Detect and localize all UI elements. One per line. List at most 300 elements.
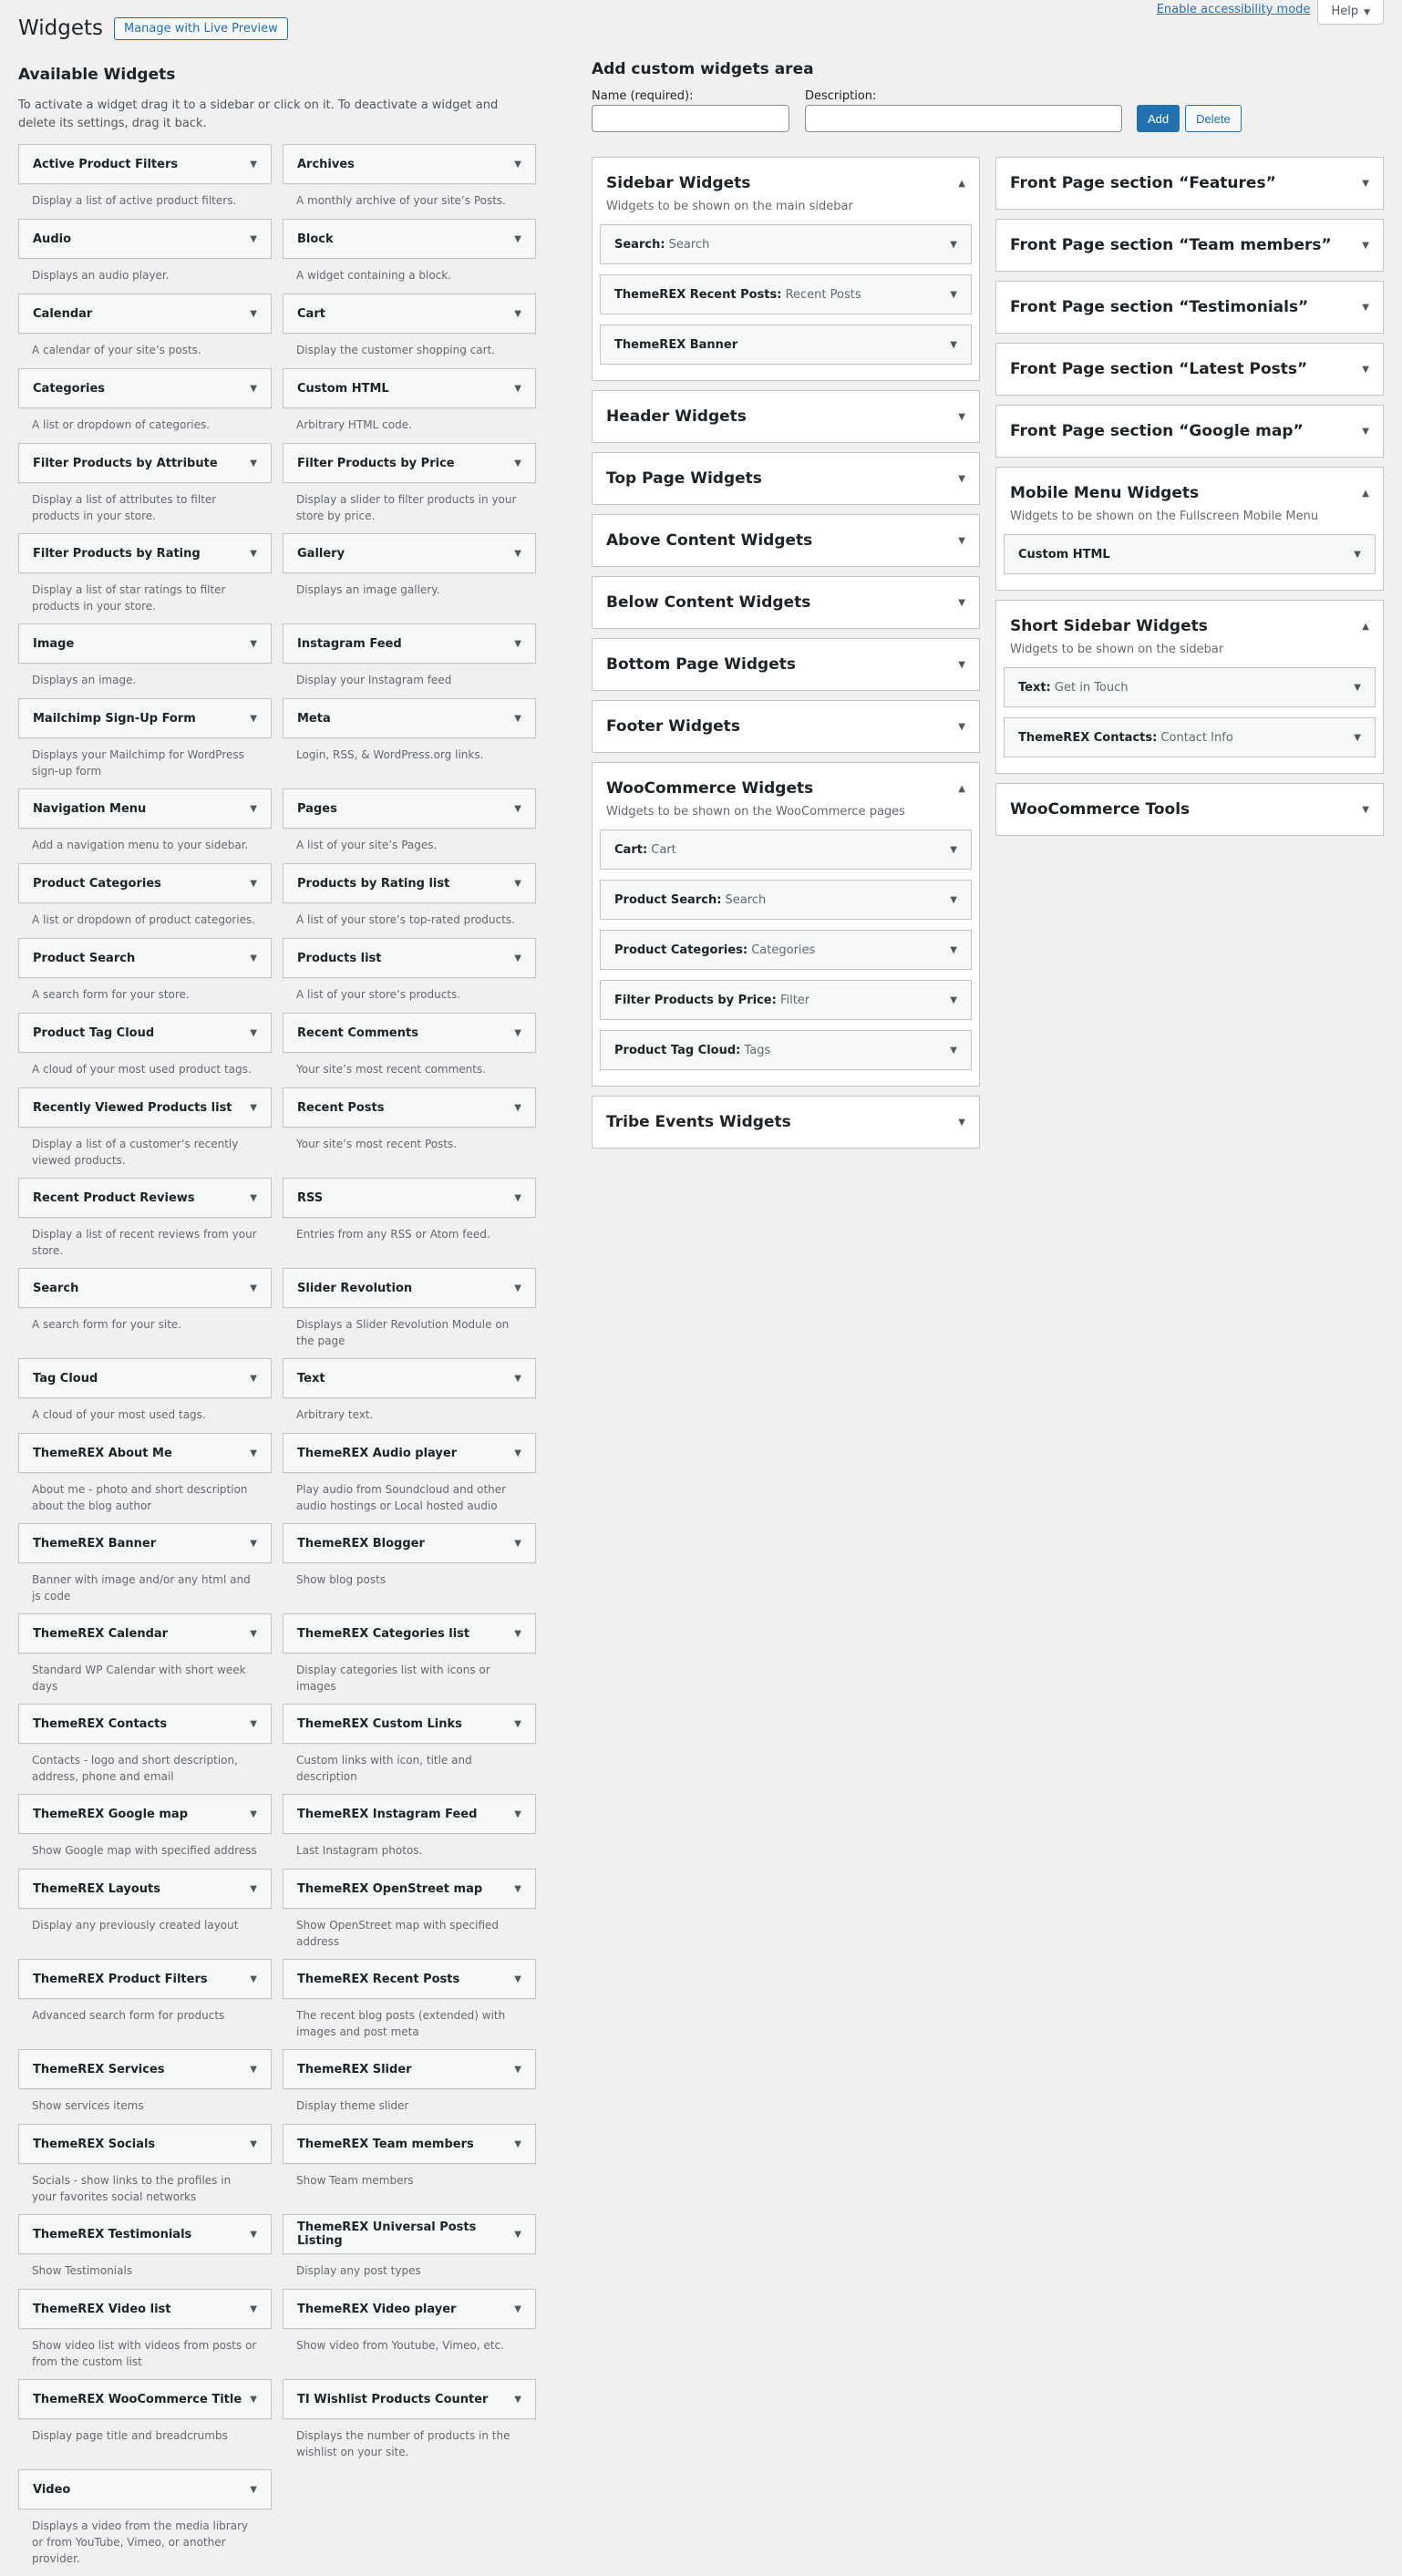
widget-description: Display a list of attributes to filter products in your store. bbox=[32, 493, 217, 522]
widget-themerex-blogger bbox=[283, 1523, 536, 1613]
widget-title-bar[interactable] bbox=[18, 144, 272, 184]
widget-title-bar[interactable] bbox=[18, 1178, 272, 1218]
arrow-down-icon[interactable]: ▼ bbox=[958, 535, 965, 546]
sidebar-front-page-section-features bbox=[995, 157, 1384, 210]
widget-title-bar[interactable] bbox=[18, 2379, 272, 2419]
widget-title-bar[interactable] bbox=[283, 1268, 536, 1308]
widget-title-bar[interactable] bbox=[18, 1704, 272, 1744]
widget-title-bar[interactable] bbox=[18, 1523, 272, 1563]
widget-title-bar[interactable] bbox=[283, 1704, 536, 1744]
widget-title: Mailchimp Sign-Up Form bbox=[33, 711, 196, 726]
arrow-down-icon[interactable]: ▼ bbox=[1354, 682, 1361, 693]
arrow-down-icon[interactable]: ▼ bbox=[950, 239, 957, 250]
arrow-down-icon[interactable]: ▼ bbox=[250, 713, 257, 724]
arrow-down-icon[interactable]: ▼ bbox=[1362, 804, 1369, 815]
widget-title: Image bbox=[33, 636, 75, 651]
widget-title-bar[interactable] bbox=[283, 219, 536, 259]
arrow-down-icon[interactable]: ▼ bbox=[250, 2138, 257, 2149]
widget-title-bar[interactable] bbox=[283, 2214, 536, 2254]
widget-description: The recent blog posts (extended) with images and post meta bbox=[296, 2009, 506, 2038]
sidebar-widget[interactable] bbox=[600, 325, 972, 365]
arrow-down-icon[interactable]: ▼ bbox=[250, 159, 257, 170]
arrow-down-icon[interactable]: ▼ bbox=[514, 713, 521, 724]
sidebar-header[interactable] bbox=[593, 515, 979, 566]
widget-description: Show services items bbox=[32, 2099, 144, 2112]
arrow-down-icon[interactable]: ▼ bbox=[250, 803, 257, 814]
custom-widgets-area bbox=[592, 60, 1239, 132]
widget-title-bar[interactable] bbox=[283, 1794, 536, 1834]
arrow-down-icon[interactable]: ▼ bbox=[250, 953, 257, 963]
arrow-down-icon[interactable]: ▼ bbox=[958, 411, 965, 422]
sidebar-header[interactable] bbox=[996, 406, 1383, 457]
arrow-down-icon[interactable]: ▼ bbox=[250, 233, 257, 244]
arrow-down-icon[interactable]: ▼ bbox=[514, 2229, 521, 2240]
sidebar-widget[interactable] bbox=[600, 274, 972, 314]
sidebar-header[interactable] bbox=[996, 784, 1383, 835]
arrow-down-icon[interactable]: ▼ bbox=[514, 1883, 521, 1894]
widget-themerex-openstreet-map bbox=[283, 1869, 536, 1959]
sidebar-widget-label bbox=[614, 238, 709, 252]
sidebar-widget-label bbox=[1018, 731, 1233, 745]
widget-title: ThemeREX Universal Posts Listing bbox=[297, 2221, 477, 2248]
widget-title-bar[interactable] bbox=[283, 938, 536, 978]
widget-title-bar[interactable] bbox=[283, 443, 536, 483]
arrow-down-icon[interactable]: ▼ bbox=[514, 308, 521, 319]
arrow-down-icon[interactable]: ▼ bbox=[514, 458, 521, 469]
arrow-down-icon[interactable]: ▼ bbox=[514, 233, 521, 244]
widget-description: Standard WP Calendar with short week days bbox=[32, 1664, 246, 1693]
sidebar-header[interactable] bbox=[996, 282, 1383, 333]
sidebar-header[interactable] bbox=[996, 344, 1383, 395]
widget-themerex-testimonials bbox=[18, 2214, 272, 2289]
widget-title-bar[interactable] bbox=[283, 144, 536, 184]
arrow-down-icon[interactable]: ▼ bbox=[250, 1538, 257, 1549]
arrow-down-icon[interactable]: ▼ bbox=[958, 597, 965, 608]
arrow-down-icon[interactable]: ▼ bbox=[514, 638, 521, 649]
arrow-down-icon[interactable]: ▼ bbox=[250, 1628, 257, 1639]
widget-description: Display a list of recent reviews from your store. bbox=[32, 1228, 257, 1257]
widget-title-bar[interactable] bbox=[283, 2124, 536, 2164]
arrow-down-icon[interactable]: ▼ bbox=[250, 1883, 257, 1894]
widget-title: ThemeREX Slider bbox=[297, 2062, 412, 2076]
sidebar-description: Widgets to be shown on the WooCommerce pages bbox=[606, 805, 905, 819]
widget-title: TI Wishlist Products Counter bbox=[297, 2392, 489, 2406]
widget-themerex-recent-posts bbox=[283, 1959, 536, 2049]
sidebar-title: Sidebar Widgets bbox=[606, 174, 751, 192]
sidebar-widget-name: Search: bbox=[614, 237, 665, 252]
sidebar-widget-instance-title: Filter bbox=[779, 993, 810, 1007]
arrow-down-icon[interactable]: ▼ bbox=[250, 1283, 257, 1293]
arrow-down-icon[interactable]: ▼ bbox=[250, 458, 257, 469]
sidebar-widget-list bbox=[593, 829, 979, 1086]
widget-title-bar[interactable] bbox=[283, 1869, 536, 1909]
arrow-down-icon[interactable]: ▼ bbox=[950, 339, 957, 350]
add-button[interactable]: Add bbox=[1137, 105, 1180, 132]
widget-title: ThemeREX Team members bbox=[297, 2137, 474, 2151]
widget-title: Filter Products by Price bbox=[297, 456, 455, 470]
widget-title-bar[interactable] bbox=[283, 788, 536, 829]
widget-title: ThemeREX Google map bbox=[33, 1807, 189, 1821]
arrow-down-icon[interactable]: ▼ bbox=[250, 308, 257, 319]
widget-description: Display a list of active product filters. bbox=[32, 194, 237, 207]
sidebar-front-page-section-google-map bbox=[995, 405, 1384, 458]
arrow-down-icon[interactable]: ▼ bbox=[950, 1045, 957, 1056]
sidebar-widget-name: ThemeREX Recent Posts: bbox=[614, 287, 782, 302]
sidebar-widget-list bbox=[593, 224, 979, 380]
sidebar-widget[interactable] bbox=[600, 829, 972, 870]
widget-title-bar[interactable] bbox=[18, 2214, 272, 2254]
available-widgets bbox=[18, 66, 538, 2576]
delete-button[interactable]: Delete bbox=[1185, 105, 1242, 132]
arrow-down-icon[interactable]: ▼ bbox=[250, 878, 257, 889]
arrow-down-icon[interactable]: ▼ bbox=[514, 2303, 521, 2314]
arrow-down-icon[interactable]: ▼ bbox=[950, 894, 957, 905]
sidebar-widget[interactable] bbox=[1004, 717, 1376, 757]
sidebar-widget[interactable] bbox=[600, 1030, 972, 1070]
widget-filter-products-by-rating bbox=[18, 533, 272, 623]
widget-meta bbox=[283, 698, 536, 788]
arrow-down-icon[interactable]: ▼ bbox=[958, 1117, 965, 1128]
sidebar-title: Footer Widgets bbox=[606, 717, 740, 736]
widget-active-product-filters bbox=[18, 144, 272, 219]
sidebar-widget[interactable] bbox=[600, 980, 972, 1020]
widget-product-tag-cloud bbox=[18, 1013, 272, 1087]
arrow-down-icon[interactable]: ▼ bbox=[250, 1027, 257, 1038]
name-input[interactable] bbox=[592, 105, 789, 132]
widget-title-bar[interactable] bbox=[283, 1959, 536, 1999]
widget-title-bar[interactable] bbox=[283, 1523, 536, 1563]
widget-calendar bbox=[18, 294, 272, 368]
widget-title-bar[interactable] bbox=[18, 863, 272, 903]
widget-title-bar[interactable] bbox=[18, 2124, 272, 2164]
arrow-down-icon[interactable]: ▼ bbox=[514, 878, 521, 889]
sidebar-widget-instance-title: Recent Posts bbox=[785, 287, 861, 302]
arrow-down-icon[interactable]: ▼ bbox=[950, 944, 957, 955]
widget-title: ThemeREX Audio player bbox=[297, 1446, 458, 1460]
widget-description: Show Team members bbox=[296, 2174, 414, 2187]
widget-title-bar[interactable] bbox=[283, 294, 536, 334]
widget-title: Filter Products by Attribute bbox=[33, 456, 218, 470]
widget-title-bar[interactable] bbox=[18, 533, 272, 573]
arrow-down-icon[interactable]: ▼ bbox=[514, 2138, 521, 2149]
widget-title: Product Search bbox=[33, 951, 136, 965]
widget-description: Display page title and breadcrumbs bbox=[32, 2429, 228, 2442]
widget-title: Calendar bbox=[33, 306, 93, 321]
widget-text bbox=[283, 1358, 536, 1433]
arrow-down-icon[interactable]: ▼ bbox=[958, 721, 965, 732]
arrow-down-icon[interactable]: ▼ bbox=[514, 2064, 521, 2075]
widget-title-bar[interactable] bbox=[18, 2049, 272, 2089]
widget-title-bar[interactable] bbox=[18, 294, 272, 334]
sidebar-widget[interactable] bbox=[1004, 534, 1376, 574]
widget-title-bar[interactable] bbox=[18, 1087, 272, 1128]
widget-description: A list or dropdown of product categories. bbox=[32, 913, 256, 926]
widget-description: A list of your store’s products. bbox=[296, 988, 461, 1001]
arrow-down-icon[interactable]: ▼ bbox=[250, 1373, 257, 1384]
arrow-down-icon[interactable]: ▼ bbox=[514, 548, 521, 559]
arrow-up-icon[interactable]: ▲ bbox=[958, 178, 965, 189]
help-tab[interactable] bbox=[1317, 0, 1384, 25]
sidebar-description: Widgets to be shown on the main sidebar bbox=[606, 200, 853, 213]
widget-title-bar[interactable] bbox=[18, 1613, 272, 1654]
widget-title-bar[interactable] bbox=[18, 1358, 272, 1398]
widget-title-bar[interactable] bbox=[18, 1433, 272, 1473]
widget-custom-html bbox=[283, 368, 536, 443]
widget-title-bar[interactable] bbox=[283, 1433, 536, 1473]
widget-gallery bbox=[283, 533, 536, 623]
widget-title-bar[interactable] bbox=[18, 1869, 272, 1909]
sidebar-widget-name: ThemeREX Contacts: bbox=[1018, 730, 1158, 745]
sidebar-widget-list bbox=[996, 534, 1383, 590]
widget-list bbox=[18, 144, 538, 2576]
widget-themerex-instagram-feed bbox=[283, 1794, 536, 1869]
sidebar-widget[interactable] bbox=[600, 880, 972, 920]
arrow-down-icon[interactable]: ▼ bbox=[1362, 178, 1369, 189]
arrow-down-icon[interactable]: ▼ bbox=[1362, 364, 1369, 375]
widget-title: Audio bbox=[33, 232, 72, 246]
accessibility-mode-link[interactable]: Enable accessibility mode bbox=[1156, 3, 1311, 16]
sidebar-header[interactable] bbox=[593, 391, 979, 442]
widget-filter-products-by-price bbox=[283, 443, 536, 533]
sidebar-front-page-section-latest-posts bbox=[995, 343, 1384, 396]
widget-cart bbox=[283, 294, 536, 368]
widget-title: Tag Cloud bbox=[33, 1371, 98, 1386]
widget-title-bar[interactable] bbox=[283, 2049, 536, 2089]
arrow-down-icon[interactable]: ▼ bbox=[514, 1102, 521, 1113]
arrow-down-icon[interactable]: ▼ bbox=[950, 994, 957, 1005]
widget-description: Banner with image and/or any html and js code bbox=[32, 1573, 251, 1602]
sidebar-header[interactable] bbox=[593, 701, 979, 752]
arrow-down-icon[interactable]: ▼ bbox=[514, 1283, 521, 1293]
custom-area-form bbox=[592, 89, 1239, 132]
widget-title-bar[interactable] bbox=[18, 368, 272, 408]
widget-themerex-audio-player bbox=[283, 1433, 536, 1523]
arrow-down-icon[interactable]: ▼ bbox=[514, 1718, 521, 1729]
widget-title-bar[interactable] bbox=[283, 1358, 536, 1398]
sidebar-header[interactable] bbox=[593, 639, 979, 690]
arrow-down-icon[interactable]: ▼ bbox=[250, 1192, 257, 1203]
arrow-up-icon[interactable]: ▲ bbox=[958, 783, 965, 794]
arrow-down-icon[interactable]: ▼ bbox=[950, 289, 957, 300]
widget-title: ThemeREX Banner bbox=[33, 1536, 157, 1551]
sidebar-header[interactable] bbox=[593, 1097, 979, 1148]
sidebar-title: Front Page section “Team members” bbox=[1010, 236, 1332, 254]
arrow-down-icon[interactable]: ▼ bbox=[514, 2394, 521, 2405]
widget-product-categories bbox=[18, 863, 272, 938]
arrow-down-icon[interactable]: ▼ bbox=[950, 844, 957, 855]
widget-title: Meta bbox=[297, 711, 331, 726]
widget-description: A calendar of your site’s posts. bbox=[32, 344, 201, 356]
sidebar-woocommerce-tools bbox=[995, 783, 1384, 836]
widget-title: Categories bbox=[33, 381, 106, 396]
sidebar-header[interactable] bbox=[593, 453, 979, 504]
sidebar-widget-label bbox=[614, 843, 676, 857]
widget-title: ThemeREX Socials bbox=[33, 2137, 156, 2151]
widget-image bbox=[18, 623, 272, 698]
widget-title-bar[interactable] bbox=[283, 533, 536, 573]
widget-description: A search form for your store. bbox=[32, 988, 190, 1001]
widget-title-bar[interactable] bbox=[283, 2379, 536, 2419]
widget-description: Display the customer shopping cart. bbox=[296, 344, 496, 356]
sidebar-short-sidebar-widgets bbox=[995, 600, 1384, 774]
widget-description: Your site’s most recent Posts. bbox=[296, 1138, 458, 1150]
arrow-down-icon[interactable]: ▼ bbox=[958, 659, 965, 670]
widget-title: Product Tag Cloud bbox=[33, 1025, 155, 1040]
widget-title-bar[interactable] bbox=[18, 1794, 272, 1834]
arrow-down-icon[interactable]: ▼ bbox=[514, 159, 521, 170]
sidebar-footer-widgets bbox=[592, 700, 980, 753]
arrow-down-icon[interactable]: ▼ bbox=[250, 2229, 257, 2240]
arrow-down-icon[interactable]: ▼ bbox=[250, 1718, 257, 1729]
widget-title: Recent Comments bbox=[297, 1025, 418, 1040]
sidebar-widget-label bbox=[614, 994, 809, 1007]
arrow-up-icon[interactable]: ▲ bbox=[1362, 488, 1369, 499]
widget-title-bar[interactable] bbox=[18, 1013, 272, 1053]
widget-recent-comments bbox=[283, 1013, 536, 1087]
arrow-down-icon[interactable]: ▼ bbox=[250, 2394, 257, 2405]
sidebar-widget-label bbox=[1018, 548, 1110, 562]
sidebar-header-widgets bbox=[592, 390, 980, 443]
widget-title-bar[interactable] bbox=[283, 368, 536, 408]
widget-themerex-team-members bbox=[283, 2124, 536, 2214]
sidebar-widget[interactable] bbox=[600, 224, 972, 264]
arrow-down-icon[interactable]: ▼ bbox=[250, 1102, 257, 1113]
widget-title-bar[interactable] bbox=[18, 1268, 272, 1308]
sidebar-title: Mobile Menu Widgets bbox=[1010, 484, 1200, 502]
widget-themerex-woocommerce-title bbox=[18, 2379, 272, 2469]
sidebar-widget-label bbox=[614, 943, 815, 957]
sidebar-widget-name: Text: bbox=[1018, 680, 1051, 695]
widget-title-bar[interactable] bbox=[18, 938, 272, 978]
widget-description: Contacts - logo and short description, address, phone and email bbox=[32, 1754, 238, 1783]
arrow-down-icon[interactable]: ▼ bbox=[250, 383, 257, 394]
widget-description: Entries from any RSS or Atom feed. bbox=[296, 1228, 490, 1241]
arrow-down-icon[interactable]: ▼ bbox=[250, 1973, 257, 1984]
widget-description: Your site’s most recent comments. bbox=[296, 1063, 487, 1076]
widget-title-bar[interactable] bbox=[283, 863, 536, 903]
arrow-down-icon[interactable]: ▼ bbox=[514, 1192, 521, 1203]
arrow-down-icon[interactable]: ▼ bbox=[958, 473, 965, 484]
arrow-down-icon[interactable]: ▼ bbox=[514, 953, 521, 963]
widget-themerex-banner bbox=[18, 1523, 272, 1613]
arrow-down-icon[interactable]: ▼ bbox=[514, 1628, 521, 1639]
sidebar-widget-instance-title: Search bbox=[668, 237, 710, 252]
arrow-down-icon[interactable]: ▼ bbox=[250, 638, 257, 649]
arrow-down-icon[interactable]: ▼ bbox=[1362, 426, 1369, 437]
widget-title-bar[interactable] bbox=[283, 2289, 536, 2329]
widget-title: Products list bbox=[297, 951, 382, 965]
widget-description: Displays a Slider Revolution Module on the page bbox=[296, 1318, 510, 1347]
arrow-down-icon[interactable]: ▼ bbox=[250, 2303, 257, 2314]
sidebar-widget[interactable] bbox=[1004, 667, 1376, 707]
widget-description: A cloud of your most used tags. bbox=[32, 1408, 206, 1421]
widget-description: Display categories list with icons or images bbox=[296, 1664, 490, 1693]
widget-title-bar[interactable] bbox=[283, 1178, 536, 1218]
sidebar-header[interactable] bbox=[996, 220, 1383, 271]
sidebars-left-column bbox=[592, 157, 980, 1158]
widget-title-bar[interactable] bbox=[18, 1959, 272, 1999]
widget-title: ThemeREX OpenStreet map bbox=[297, 1881, 483, 1896]
arrow-down-icon[interactable]: ▼ bbox=[250, 548, 257, 559]
arrow-down-icon[interactable]: ▼ bbox=[1354, 549, 1361, 560]
widget-title: Search bbox=[33, 1281, 79, 1295]
arrow-down-icon[interactable]: ▼ bbox=[514, 1538, 521, 1549]
arrow-down-icon[interactable]: ▼ bbox=[1354, 732, 1361, 743]
widget-description: Show video from Youtube, Vimeo, etc. bbox=[296, 2339, 504, 2352]
sidebar-title: Front Page section “Testimonials” bbox=[1010, 298, 1309, 316]
arrow-down-icon[interactable]: ▼ bbox=[514, 1373, 521, 1384]
widget-description: Displays the number of products in the wishlist on your site. bbox=[296, 2429, 510, 2458]
widget-title: Recently Viewed Products list bbox=[33, 1100, 232, 1115]
widget-title-bar[interactable] bbox=[283, 623, 536, 664]
sidebar-title: Front Page section “Features” bbox=[1010, 174, 1276, 192]
arrow-down-icon[interactable]: ▼ bbox=[250, 2484, 257, 2495]
arrow-down-icon[interactable]: ▼ bbox=[250, 1808, 257, 1819]
sidebar-widget-name: Product Search: bbox=[614, 892, 722, 907]
sidebar-widget-label bbox=[614, 893, 766, 907]
widget-description: Custom links with icon, title and description bbox=[296, 1754, 472, 1783]
widget-title-bar[interactable] bbox=[283, 1087, 536, 1128]
widget-title-bar[interactable] bbox=[283, 1013, 536, 1053]
widget-title-bar[interactable] bbox=[18, 698, 272, 738]
widget-title-bar[interactable] bbox=[283, 1613, 536, 1654]
widget-title: Gallery bbox=[297, 546, 345, 561]
widget-title-bar[interactable] bbox=[18, 788, 272, 829]
widget-title-bar[interactable] bbox=[283, 698, 536, 738]
widget-title-bar[interactable] bbox=[18, 2289, 272, 2329]
arrow-down-icon[interactable]: ▼ bbox=[514, 383, 521, 394]
sidebar-description: Widgets to be shown on the sidebar bbox=[1010, 643, 1224, 656]
widget-description: Display any previously created layout bbox=[32, 1919, 239, 1932]
arrow-down-icon[interactable]: ▼ bbox=[250, 1448, 257, 1458]
arrow-down-icon[interactable]: ▼ bbox=[250, 2064, 257, 2075]
widget-pages bbox=[283, 788, 536, 863]
arrow-down-icon[interactable]: ▼ bbox=[514, 1973, 521, 1984]
arrow-up-icon[interactable]: ▲ bbox=[1362, 621, 1369, 632]
live-preview-button[interactable]: Manage with Live Preview bbox=[114, 17, 288, 40]
sidebar-tribe-events-widgets bbox=[592, 1096, 980, 1149]
widget-recently-viewed-products-list bbox=[18, 1087, 272, 1178]
arrow-down-icon[interactable]: ▼ bbox=[514, 1027, 521, 1038]
sidebar-header[interactable] bbox=[593, 577, 979, 628]
widget-description: Login, RSS, & WordPress.org links. bbox=[296, 748, 484, 761]
widget-description: Last Instagram photos. bbox=[296, 1844, 423, 1857]
arrow-down-icon[interactable]: ▼ bbox=[1362, 302, 1369, 313]
widget-mailchimp-sign-up-form bbox=[18, 698, 272, 788]
sidebar-mobile-menu-widgets bbox=[995, 467, 1384, 591]
sidebar-front-page-section-team-members bbox=[995, 219, 1384, 272]
sidebar-widget[interactable] bbox=[600, 930, 972, 970]
widget-title-bar[interactable] bbox=[18, 623, 272, 664]
arrow-down-icon[interactable]: ▼ bbox=[1362, 240, 1369, 251]
widget-description: Play audio from Soundcloud and other audio hostings or Local hosted audio bbox=[296, 1483, 507, 1512]
widget-title-bar[interactable] bbox=[18, 443, 272, 483]
widget-audio bbox=[18, 219, 272, 294]
arrow-down-icon[interactable]: ▼ bbox=[514, 1808, 521, 1819]
arrow-down-icon[interactable]: ▼ bbox=[514, 803, 521, 814]
widget-description: Show Google map with specified address bbox=[32, 1844, 257, 1857]
widget-title-bar[interactable] bbox=[18, 2469, 272, 2509]
widget-title-bar[interactable] bbox=[18, 219, 272, 259]
sidebar-title: Above Content Widgets bbox=[606, 531, 813, 550]
widget-title: Archives bbox=[297, 157, 355, 171]
sidebar-header[interactable] bbox=[996, 158, 1383, 209]
widget-title: ThemeREX Calendar bbox=[33, 1626, 169, 1641]
widget-recent-posts bbox=[283, 1087, 536, 1178]
description-input[interactable] bbox=[805, 105, 1122, 132]
arrow-down-icon[interactable]: ▼ bbox=[514, 1448, 521, 1458]
page-title: Widgets bbox=[18, 16, 103, 40]
